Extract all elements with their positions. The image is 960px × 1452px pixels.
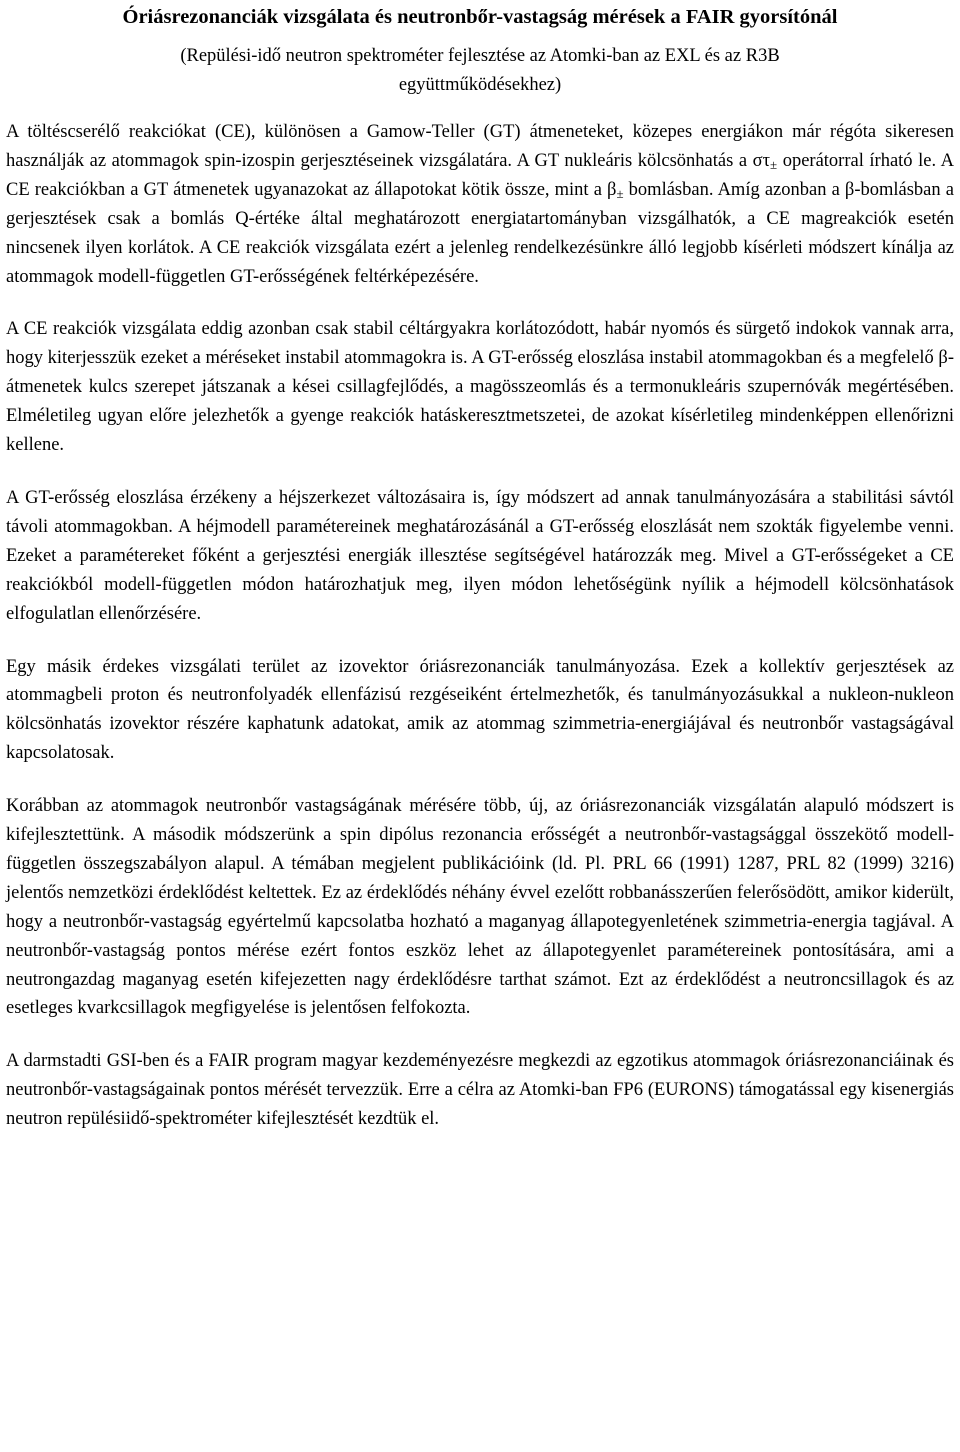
paragraph-4: Egy másik érdekes vizsgálati terület az izovektor óriásrezonanciák tanulmányozása. Ezek a kollektív gerjesztések az atommagbeli proton és neutronfolyadék ellenfázisú rezgéseiként értelmezhetők, és tanulmányozásukkal a nukleon-nukleon kölcsönhatás izovektor részére kaphatunk adatokat, amik az atommag szimmetria-energiájával és neutronbőr vastagságával kapcsolatosak. (6, 656, 954, 764)
paragraph-1-part-c: bomlásban. Amíg azonban a β-bomlásban a gerjesztések csak a bomlás Q-értéke által meghatározott energiatartományban vizsgálhatók, a CE magreakciók esetén nincsenek ilyen korlátok. A CE reakciók vizsgálata ezért a jelenleg rendelkezésünkre álló legjobb kísérleti módszert kínálja az atommagok modell-független GT-erősségének feltérképezésére. (6, 179, 954, 287)
plus-minus-subscript: ± (616, 186, 624, 202)
paragraph-5: Korábban az atommagok neutronbőr vastagságának mérésére több, új, az óriásrezonanciák vizsgálatán alapuló módszert is kifejlesztettünk. A második módszerünk a spin dipólus rezonancia erősségét a neutronbőr-vastagsággal összekötő modell-független összegszabályon alapul. A témában megjelent publikációink (ld. Pl. PRL 66 (1991) 1287, PRL 82 (1999) 3216) jelentős nemzetközi érdeklődést keltettek. Ez az érdeklődés néhány évvel ezelőtt robbanásszerűen felerősödött, amikor kiderült, hogy a neutronbőr-vastagság egyértelmű kapcsolatba hozható a maganyag állapotegyenletének szimmetria-energia tagjával. A neutronbőr-vastagság pontos mérése ezért fontos eszköz lehet az állapotegyenlet paramétereinek pontosítására, ami a neutrongazdag maganyag esetén kifejezetten nagy érdeklődésre tarthat számot. Ezt az érdeklődést a neutroncsillagok és az esetleges kvarkcsillagok megfigyelése is jelentősen felfokozta. (6, 796, 954, 1019)
paragraph-6: A darmstadti GSI-ben és a FAIR program magyar kezdeményezésre megkezdi az egzotikus atommagok óriásrezonanciáinak és neutronbőr-vastagságainak pontos mérését tervezzük. Erre a célra az Atomki-ban FP6 (EURONS) támogatással egy kisenergiás neutron repülésiidő-spektrométer kifejlesztését kezdtük el. (6, 1051, 954, 1130)
document-title: Óriásrezonanciák vizsgálata és neutronbőr-vastagság mérések a FAIR gyorsítónál (122, 6, 838, 28)
paragraph-3: A GT-erősség eloszlása érzékeny a héjszerkezet változásaira is, így módszert ad annak tanulmányozására a stabilitási sávtól távoli atommagokban. A héjmodell paramétereinek meghatározásánál a GT-erősség eloszlását nem szokták figyelembe venni. Ezeket a paramétereket főként a gerjesztési energiák illesztése segítségével határozzák meg. Mivel a GT-erősségeket a CE reakciókból modell-független módon határozhatjuk meg, ilyen módon lehetőségünk nyílik a héjmodell kölcsönhatások elfogulatlan ellenőrzésére. (6, 487, 954, 624)
plus-minus-subscript: ± (770, 157, 778, 173)
document-subtitle (6, 42, 954, 100)
paragraph-2: A CE reakciók vizsgálata eddig azonban csak stabil céltárgyakra korlátozódott, habár nyomós és sürgető indokok vannak arra, hogy kiterjesszük ezeket a méréseket instabil atommagokra is. A GT-erősség eloszlása instabil atommagokban és a megfelelő β-átmenetek kulcs szerepet játszanak a kései csillagfejlődés, a magösszeomlás és a termonukleáris szupernóvák megértésében. Elméletileg ugyan előre jelezhetők a gyenge reakciók hatáskeresztmetszetei, de azokat kísérletileg mindenképpen ellenőrizni kellene. (6, 319, 954, 456)
paragraph-1-part-a: A töltéscserélő reakciókat (CE), különösen a Gamow-Teller (GT) átmeneteket, közepes energiákon már régóta sikeresen használják az atommagok spin-izospin gerjesztéseinek vizsgálatára. A GT nukleáris kölcsönhatás a στ (6, 122, 954, 171)
subtitle-line-1: (Repülési-idő neutron spektrométer fejlesztése az Atomki-ban az EXL és az R3B (180, 46, 780, 66)
paragraph-1-part-b: operátorral írható le. A CE reakciókban a GT átmenetek ugyanazokat az állapotokat kötik össze, mint a β (6, 150, 954, 200)
subtitle-line-2: együttműködésekhez) (398, 75, 562, 95)
paragraph-1 (6, 118, 954, 291)
